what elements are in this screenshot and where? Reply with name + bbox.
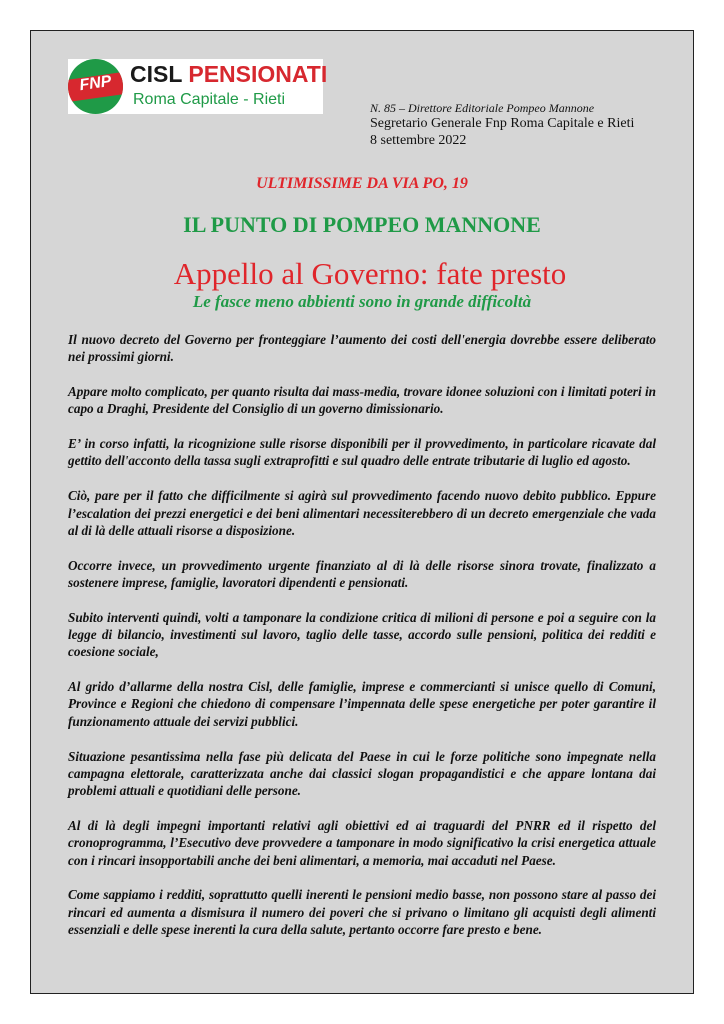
cisl-fnp-logo [68, 59, 328, 114]
article-body [68, 331, 656, 956]
paragraph: E’ in corso infatti, la ricognizione sulle risorse disponibili per il provvedimento, in particolare ricavate dal gettito dell'acconto della tassa sugli extraprofitti e sul quadro delle entrate tributarie di luglio ed agosto. [68, 436, 656, 469]
kicker-heading: ULTIMISSIME DA VIA PO, 19 [256, 175, 468, 192]
article-subtitle: Le fasce meno abbienti sono in grande difficoltà [192, 292, 532, 311]
paragraph: Ciò, pare per il fatto che difficilmente si agirà sul provvedimento facendo nuovo debito pubblico. Eppure l’escalation dei prezzi energetici e dei beni alimentari necessiterebbero di un decreto emergenziale che vada al di là delle attuali risorse a disposizione. [68, 488, 656, 538]
logo-subtitle: Roma Capitale - Rieti [133, 91, 286, 108]
paragraph: Situazione pesantissima nella fase più delicata del Paese in cui le forze politiche sono impegnate nella campagna elettorale, caratterizzata anche dai classici slogan propagandistici e che appare lontana dai problemi attuali e quotidiani delle persone. [68, 748, 656, 799]
role-line: Segretario Generale Fnp Roma Capitale e Rieti [370, 116, 635, 131]
logo-brand [130, 61, 327, 87]
paragraph: Il nuovo decreto del Governo per fronteggiare l’aumento dei costi dell'energia dovrebbe essere deliberato nei prossimi giorni. [68, 332, 656, 365]
fnp-badge-text: FNP [78, 72, 113, 95]
column-heading: IL PUNTO DI POMPEO MANNONE [183, 212, 541, 237]
logo-brand-pensionati: PENSIONATI [188, 61, 328, 87]
paragraph: Appare molto complicato, per quanto risulta dai mass-media, trovare idonee soluzioni con i limitati poteri in capo a Draghi, Presidente del Consiglio di un governo dimissionario. [68, 384, 656, 417]
paragraph: Al grido d’allarme della nostra Cisl, delle famiglie, imprese e commercianti si unisce quello di Comuni, Province e Regioni che chiedono di compensare l’impennata delle spese energetiche per poter garantire il funzionamento attuale dei servizi pubblici. [68, 679, 656, 729]
issue-line: N. 85 – Direttore Editoriale Pompeo Mannone [370, 101, 595, 115]
logo-brand-cisl: CISL [130, 61, 182, 87]
paragraph: Al di là degli impegni importanti relativi agli obiettivi ed ai traguardi del PNRR ed il rispetto del cronoprogramma, l’Esecutivo deve provvedere a tamponare in modo significativo la crisi energetica attuale con i rincari insopportabili anche dei beni alimentari, a memoria, mai accaduti nel Paese. [68, 817, 656, 868]
article-title: Appello al Governo: fate presto [173, 256, 567, 291]
issue-date: 8 settembre 2022 [370, 133, 467, 148]
paragraph: Subito interventi quindi, volti a tamponare la condizione critica di milioni di persone e poi a seguire con la legge di bilancio, investimenti sul lavoro, taglio delle tasse, accordo sulle pensioni, politica dei redditi e coesione sociale, [68, 609, 656, 660]
paragraph: Come sappiamo i redditi, soprattutto quelli inerenti le pensioni medio basse, non possono stare al passo dei rincari ed aumenta a dismisura il numero dei poveri che si privano o limitano gli acquisti degli alimenti essenziali e delle spese inerenti la cura della salute, pertanto occorre fare presto e bene. [68, 887, 656, 937]
paragraph: Occorre invece, un provvedimento urgente finanziato al di là delle risorse sinora trovate, finalizzato a sostenere imprese, famiglie, lavoratori dipendenti e pensionati. [68, 557, 656, 590]
